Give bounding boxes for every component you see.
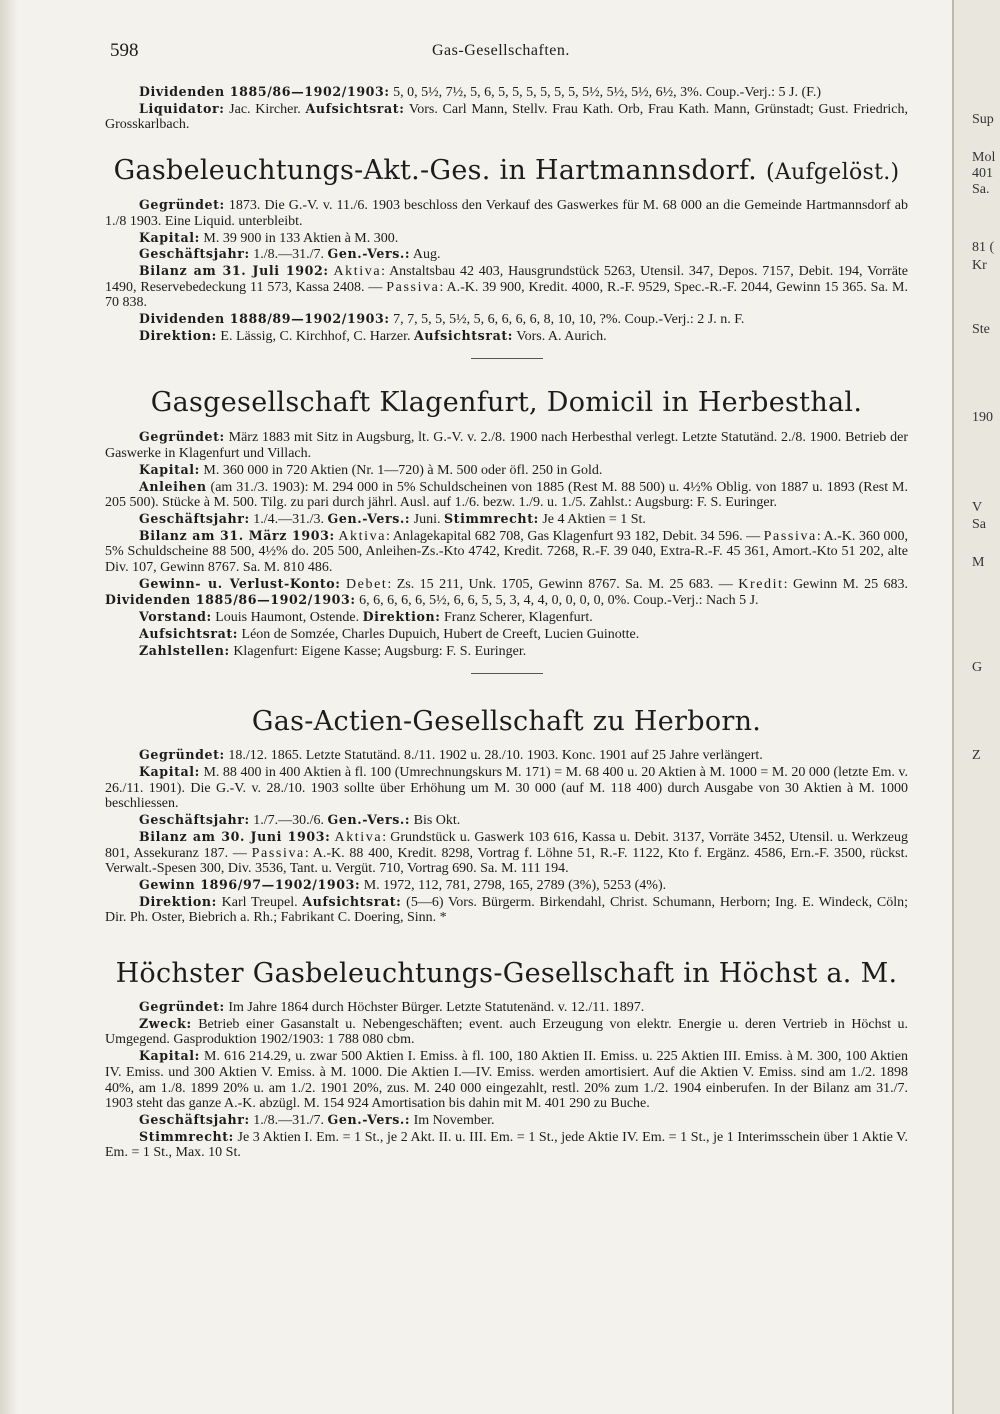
book-spine-shadow — [0, 0, 18, 1414]
entry-supervisory-board: Aufsichtsrat: Léon de Somzée, Charles Dupuich, Hubert de Creeft, Lucien Guinotte. — [139, 625, 640, 642]
section-title-hartmannsdorf: Gasbeleuchtungs-Akt.-Ges. in Hartmannsdorf. (Aufgelöst.) — [113, 155, 900, 187]
section-divider — [471, 673, 543, 674]
facing-page-fragment: Sup — [972, 112, 994, 127]
continued-dividends: Dividenden 1885/86—1902/1903: 5, 0, 5½, 7½, 5, 6, 5, 5, 5, 5, 5, 5, 5½, 5½, 5½, 6½, 3%. Coup.-Verj.: 5 J. (F.) — [139, 84, 821, 100]
entry-founded: Gegründet: 1873. Die G.-V. v. 11./6. 1903 beschloss den Verkauf des Gaswerkes für M. 68 000 an die Gemeinde Hartmannsdorf ab 1./8 1903. Eine Liquid. unterbleibt. — [105, 197, 908, 229]
page-header — [110, 40, 920, 66]
running-title: Gas-Gesellschaften. — [432, 42, 570, 59]
facing-page-fragment: Z — [972, 748, 981, 763]
entry-voting-rights: Stimmrecht: Je 3 Aktien I. Em. = 1 St., je 2 Akt. II. u. III. Em. = 1 St., jede Aktie IV. Em. = 1 St., je 1 Interimsschein über 1 Aktie V. Em. = 1 St., Max. 10 St. — [105, 1128, 908, 1161]
facing-page-fragment: Sa. — [972, 182, 990, 197]
entry-capital: Kapital: M. 616 214.29, u. zwar 500 Aktien I. Emiss. à fl. 100, 180 Aktien II. Emiss. u. 225 Aktien III. Emiss. à M. 300, 100 Aktien IV. Emiss. und 300 Aktien V. Emiss. à M. 1000. Die Aktien I.—IV. Emiss. werden amortisiert. Auf die Aktien V. Emiss. sind am 1./2. 1898 40%, am 1./8. 1899 20% u. am 1./2. 1901 20%, zus. M. 240 000 eingezahlt, restl. 20% zum 1./2. 1904 einberufen. In der Bilanz am 31./7. 1903 steht das ganze A.-K. abzügl. M. 154 924 Amortisation bis dahin mit M. 401 290 zu Buche. — [105, 1048, 908, 1112]
entry-board: Vorstand: Louis Haumont, Ostende. Direktion: Franz Scherer, Klagenfurt. — [139, 609, 593, 626]
entry-fiscal-year: Geschäftsjahr: 1./7.—30./6. Gen.-Vers.: Bis Okt. — [139, 812, 461, 829]
facing-page-fragment: G — [972, 660, 983, 675]
facing-page-edge — [952, 0, 1000, 1414]
entry-balance-sheet: Bilanz am 31. März 1903: Aktiva: Anlagekapital 682 708, Gas Klagenfurt 93 182, Debit. 34 596. — Passiva: A.-K. 360 000, 5% Schuldscheine 88 500, 4½% do. 205 500, Anleihen-Zs.-Kto 4742, Kredit. 7268, R.-F. 39 040, Extra-R.-F. 45 361, Amort.-Kto 51 202, alte Div. 107, Gewinn 8767. Sa. M. 810 486. — [105, 527, 908, 576]
entry-founded: Gegründet: 18./12. 1865. Letzte Statutänd. 8./11. 1902 u. 28./10. 1903. Konc. 1901 auf 25 Jahre verlängert. — [139, 747, 763, 764]
entry-capital: Kapital: M. 360 000 in 720 Aktien (Nr. 1—720) à M. 500 oder öfl. 250 in Gold. — [139, 461, 603, 478]
entry-profit-loss: Gewinn- u. Verlust-Konto: Debet: Zs. 15 211, Unk. 1705, Gewinn 8767. Sa. M. 25 683. — Kredit: Gewinn M. 25 683. Dividenden 1885/86—1902/1903: 6, 6, 6, 6, 6, 5½, 6, 6, 5, 5, 3, 4, 4, 0, 0, 0, 0, 0%. Coup.-Verj.: Nach 5 J. — [105, 575, 909, 609]
facing-page-fragment: 190 — [972, 410, 993, 425]
section-title-hoechst: Höchster Gasbeleuchtungs-Gesellschaft in Höchst a. M. — [115, 958, 898, 990]
entry-fiscal-year: Geschäftsjahr: 1./8.—31./7. Gen.-Vers.: Aug. — [139, 246, 441, 263]
dissolved-note: (Aufgelöst.) — [765, 160, 900, 186]
entry-loans: Anleihen (am 31./3. 1903): M. 294 000 in 5% Schuldscheinen von 1885 (Rest M. 88 500) u. 4½% Oblig. von 1887 u. 1893 (Rest M. 205 500). Stücke à M. 500. Tilg. zu pari durch jährl. Ausl. auf 1./6. bezw. 1./9. u. 1./5. Zahlst.: Augsburg: F. S. Euringer. — [105, 478, 908, 511]
facing-page-fragment: Kr — [972, 258, 987, 273]
entry-capital: Kapital: M. 39 900 in 133 Aktien à M. 300. — [139, 229, 399, 246]
entry-paying-agents: Zahlstellen: Klagenfurt: Eigene Kasse; Augsburg: F. S. Euringer. — [139, 642, 527, 659]
facing-page-fragment: 81 ( — [972, 240, 995, 255]
entry-management: Direktion: E. Lässig, C. Kirchhof, C. Harzer. Aufsichtsrat: Vors. A. Aurich. — [139, 327, 607, 344]
facing-page-fragment: Ste — [972, 322, 990, 337]
entry-founded: Gegründet: März 1883 mit Sitz in Augsburg, lt. G.-V. v. 2./8. 1900 nach Herbesthal verlegt. Letzte Statutänd. 2./8. 1900. Betrieb der Gaswerke in Klagenfurt und Villach. — [105, 429, 908, 462]
entry-balance-sheet: Bilanz am 30. Juni 1903: Aktiva: Grundstück u. Gaswerk 103 616, Kassa u. Debit. 3137, Vorräte 3452, Utensil. u. Werkzeug 801, Assekuranz 187. — Passiva: A.-K. 88 400, Kredit. 8298, Vortrag f. Löhne 51, R.-F. 1122, Kto f. Ergänz. 4586, Ern.-F. 3500, rückst. Verwalt.-Spesen 300, Div. 3536, Tant. u. Vergüt. 710, Vortrag 690. Sa. M. 111 194. — [105, 828, 909, 877]
facing-page-fragment: Sa — [972, 517, 986, 532]
entry-fiscal-year: Geschäftsjahr: 1./8.—31./7. Gen.-Vers.: Im November. — [139, 1111, 495, 1128]
section-divider — [471, 358, 543, 359]
entry-capital: Kapital: M. 88 400 in 400 Aktien à fl. 100 (Umrechnungskurs M. 171) = M. 68 400 u. 20 Aktien à M. 1000 = M. 20 000 (letzte Em. v. 26./11. 1901). Die G.-V. v. 28./10. 1903 sollte über Erhöhung um M. 30 000 (auf M. 118 400) durch Ausgabe von 30 Aktien à M. 1000 beschliessen. — [105, 763, 908, 812]
section-title-klagenfurt: Gasgesellschaft Klagenfurt, Domicil in Herbesthal. — [150, 387, 863, 419]
entry-fiscal-year: Geschäftsjahr: 1./4.—31./3. Gen.-Vers.: Juni. Stimmrecht: Je 4 Aktien = 1 St. — [139, 510, 646, 527]
page-number: 598 — [110, 40, 139, 61]
entry-balance-sheet: Bilanz am 31. Juli 1902: Aktiva: Anstaltsbau 42 403, Hausgrundstück 5263, Utensil. 347, Depos. 7157, Debit. 194, Vorräte 1490, Reservebedeckung 11 573, Kassa 2408. — Passiva: A.-K. 39 900, Kredit. 4000, R.-F. 9529, Spec.-R.-F. 2044, Gewinn 15 365. Sa. M. 70 838. — [105, 262, 909, 311]
entry-purpose: Zweck: Betrieb einer Gasanstalt u. Nebengeschäften; event. auch Erzeugung von elektr. Energie u. deren Vertrieb in Höchst u. Umgegend. Gasproduktion 1902/1903: 1 788 080 cbm. — [105, 1015, 908, 1048]
facing-page-fragment: V — [972, 500, 983, 515]
facing-page-fragment: M — [972, 555, 985, 570]
section-title-herborn: Gas-Actien-Gesellschaft zu Herborn. — [251, 706, 762, 738]
page-content — [105, 84, 908, 1161]
entry-founded: Gegründet: Im Jahre 1864 durch Höchster Bürger. Letzte Statutenänd. v. 12./11. 1897. — [139, 999, 645, 1016]
entry-profits: Gewinn 1896/97—1902/1903: M. 1972, 112, 781, 2798, 165, 2789 (3%), 5253 (4%). — [139, 876, 667, 893]
entry-management: Direktion: Karl Treupel. Aufsichtsrat: (5—6) Vors. Bürgerm. Birkendahl, Christ. Schumann, Herborn; Ing. E. Windeck, Cöln; Dir. Ph. Oster, Biebrich a. Rh.; Fabrikant C. Doering, Sinn. * — [105, 893, 908, 926]
continued-liquidator: Liquidator: Jac. Kircher. Aufsichtsrat: Vors. Carl Mann, Stellv. Frau Kath. Orb, Frau Kath. Mann, Grünstadt; Gust. Friedrich, Grosskarlbach. — [105, 100, 908, 133]
facing-page-fragment: 401 — [972, 166, 993, 181]
facing-page-fragment: Mol — [972, 150, 996, 165]
entry-dividends: Dividenden 1888/89—1902/1903: 7, 7, 5, 5, 5½, 5, 6, 6, 6, 6, 8, 10, 10, ?%. Coup.-Verj.: 2 J. n. F. — [139, 311, 745, 328]
